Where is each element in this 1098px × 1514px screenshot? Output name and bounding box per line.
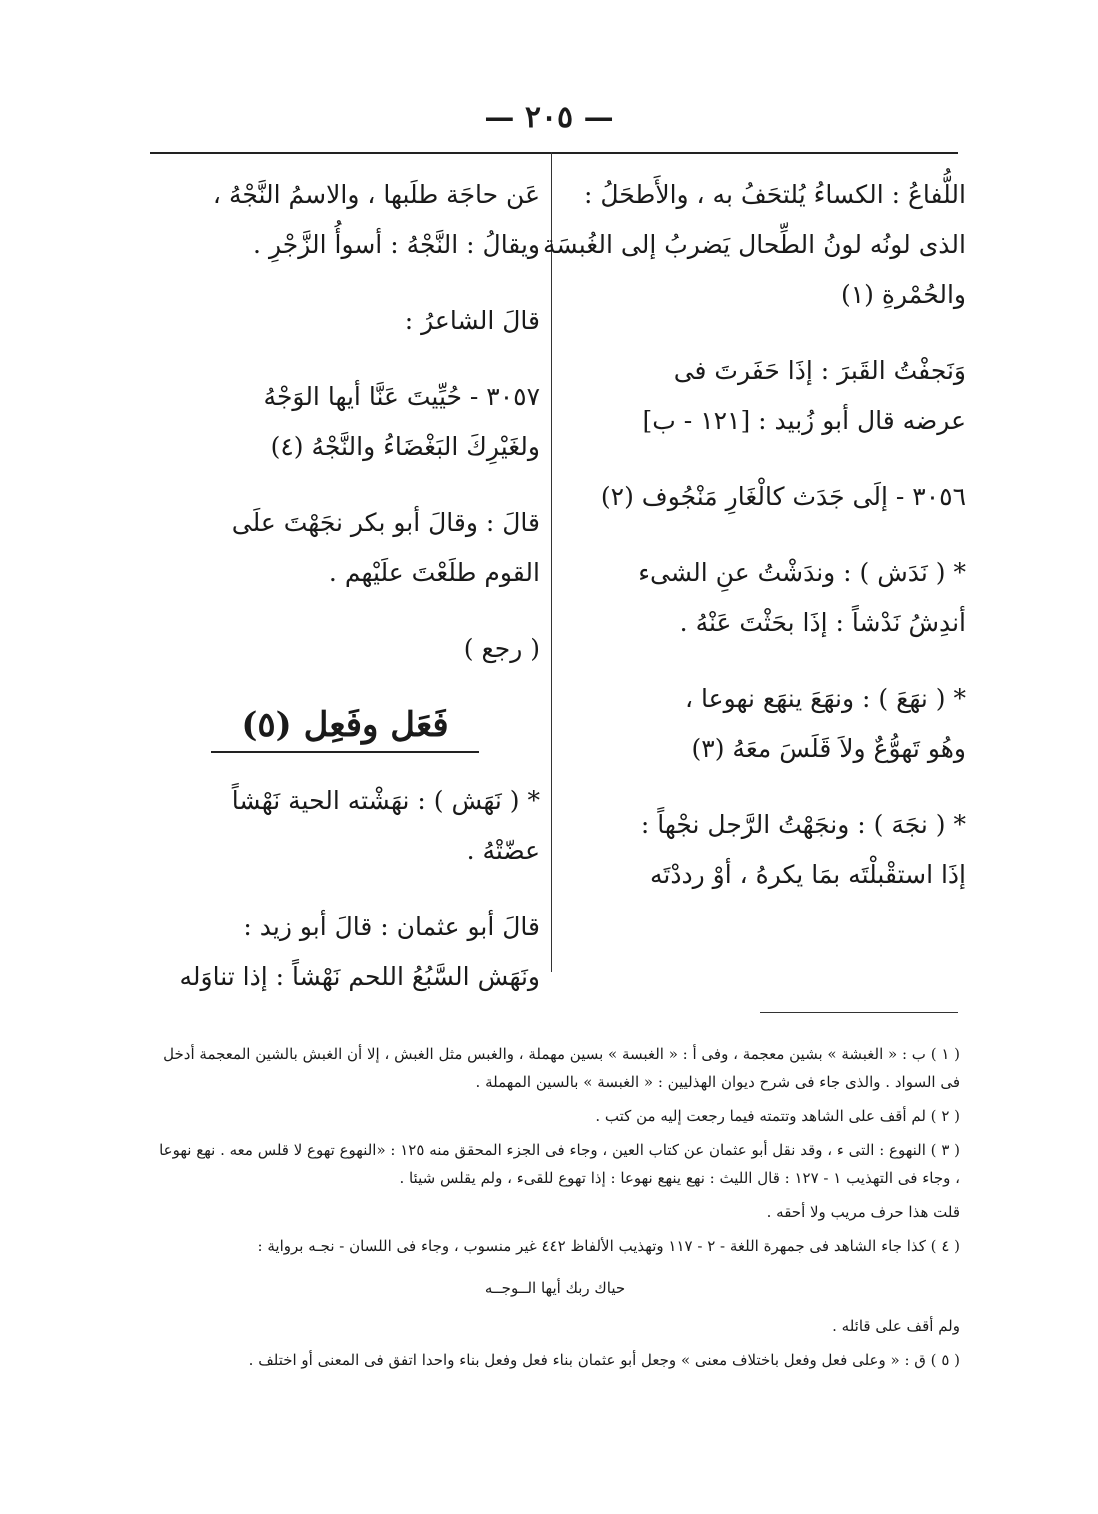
paragraph-najaft	[574, 346, 966, 446]
header-rule	[150, 152, 958, 154]
text-line: اللُّفاعُ : الكساءُ يُلتحَفُ به ، والأَطحَلُ :	[583, 180, 966, 209]
text-line: * ( نهَعَ ) : ونهَعَ ينهَع نهوعا ،	[685, 684, 966, 713]
footnote-text: ( ٥ ) ق : « وعلى فعل وفعل باختلاف معنى » وجعل أبو عثمان بناء فعل وفعل بناء واحدا اتفق فى المعنى أو اختلف .	[248, 1351, 960, 1369]
section-heading	[150, 700, 540, 750]
text-line: ٣٠٥٦ - إلَى جَدَث كالْغَارِ مَنْجُوف (٢)	[600, 482, 966, 511]
section-heading-text: فَعَل وفَعِل (٥)	[211, 705, 478, 753]
footnote-1	[150, 1040, 960, 1096]
verse-3057	[150, 372, 540, 472]
text-line: * ( نجَهَ ) : ونجَهْتُ الرَّجل نجْهاً :	[640, 810, 966, 839]
text-line: عَن حاجَة طلَبها ، والاسمُ النَّجْهُ ،	[212, 180, 540, 209]
entry-naha	[574, 674, 966, 774]
footnote-rule	[760, 1012, 958, 1013]
return-marker	[150, 624, 540, 674]
footnote-text: ولم أقف على قائله .	[832, 1317, 960, 1335]
paragraph-abubakr	[150, 498, 540, 598]
verse-3056	[574, 472, 966, 522]
column-divider	[551, 152, 552, 972]
text-line: * ( نَهَش ) : نهَشْته الحية نَهْشاً	[231, 786, 540, 815]
text-line: ( رجع )	[463, 634, 540, 663]
text-line: * ( نَدَش ) : وندَشْتُ عنِ الشىء	[638, 558, 966, 587]
text-line: عضّتْهُ .	[466, 836, 540, 865]
text-line: القوم طلَعْتَ علَيْهم .	[328, 558, 540, 587]
text-line: ويقالُ : النَّجْهُ : أسوأُ الزَّجْرِ .	[253, 230, 540, 259]
text-line: إذَا استقْبلْتَه بمَا يكرهُ ، أوْ رددْتَه	[649, 860, 966, 889]
paragraph-najh-cont	[150, 170, 540, 270]
footnote-text: قلت هذا حرف مريب ولا أحقه .	[766, 1203, 960, 1221]
footnote-2	[150, 1102, 960, 1130]
footnote-5	[150, 1346, 960, 1374]
footnote-4-note	[150, 1312, 960, 1340]
text-line: وَنَجفْتُ القَبرَ : إذَا حَفَرتَ فى	[673, 356, 966, 385]
paragraph-abuuthman	[150, 902, 540, 1002]
paragraph-lufa	[543, 170, 966, 320]
text-line: الذى لونُه لونُ الطِّحال يَضربُ إلى الغُبسَة	[543, 230, 966, 259]
right-column	[543, 170, 966, 926]
left-column	[150, 170, 540, 1028]
footnote-verse: حياك ربك أيها الــوجــه	[484, 1279, 626, 1297]
text-line: ونَهَش السَّبُعُ اللحم نَهْشاً : إذا تناوَله	[179, 962, 540, 991]
footnote-text: ( ٤ ) كذا جاء الشاهد فى جمهرة اللغة - ٢ - ١١٧ وتهذيب الألفاظ ٤٤٢ غير منسوب ، وجاء فى اللسان - نجـه برواية :	[257, 1237, 960, 1255]
text-line: وهُو تَهوُّعٌ ولاَ قَلَسَ معَهُ (٣)	[691, 734, 966, 763]
poet-intro	[150, 296, 540, 346]
text-line: والحُمْرةِ (١)	[840, 280, 966, 309]
footnote-3-note	[150, 1198, 960, 1226]
footnote-text: ( ٢ ) لم أقف على الشاهد وتتمته فيما رجعت إليه من كتب .	[595, 1107, 960, 1125]
text-line: قالَ الشاعرُ :	[404, 306, 540, 335]
footnote-3	[150, 1136, 960, 1192]
entry-nadash	[574, 548, 966, 648]
entry-nahash	[150, 776, 540, 876]
page-number: — ٢٠٥ —	[484, 100, 614, 135]
text-line: ٣٠٥٧ - حُيِّيتَ عَنَّا أيها الوَجْهُ	[263, 382, 540, 411]
text-line: قالَ أبو عثمان : قالَ أبو زيد :	[243, 912, 540, 941]
entry-najah	[574, 800, 966, 900]
text-line: ولغَيْرِكَ البَغْضَاءُ والنَّجْهُ (٤)	[270, 432, 540, 461]
text-line: أندِشُ نَدْشاً : إذَا بحَثْتَ عَنْهُ .	[679, 608, 966, 637]
footnotes	[150, 1040, 960, 1380]
text-line: قالَ : وقالَ أبو بكر نجَهْتَ علَى	[231, 508, 540, 537]
footnote-4	[150, 1232, 960, 1260]
text-line: عرضه قال أبو زُبيد : [١٢١ - ب]	[642, 406, 966, 435]
footnote-text: ( ١ ) ب : « الغبشة » بشين معجمة ، وفى أ : « الغبسة » بسين مهملة ، والغبس مثل الغبش ، إلا أن الغبش بالشين المعجمة أدخل فى السواد . والذى جاء فى شرح ديوان الهذليين : « الغبسة » بالسين المهملة .	[163, 1045, 960, 1091]
footnote-text: ( ٣ ) النهوع : التى ء ، وقد نقل أبو عثمان عن كتاب العين ، وجاء فى الجزء المحقق منه ١٢٥ : «النهوع تهوع لا قلس معه . نهع نهوعا ، وجاء فى التهذيب ١ - ١٢٧ : قال الليث : نهع ينهع نهوعا : إذا تهوع للقىء ، ولم يقلس شيئا .	[159, 1141, 960, 1187]
